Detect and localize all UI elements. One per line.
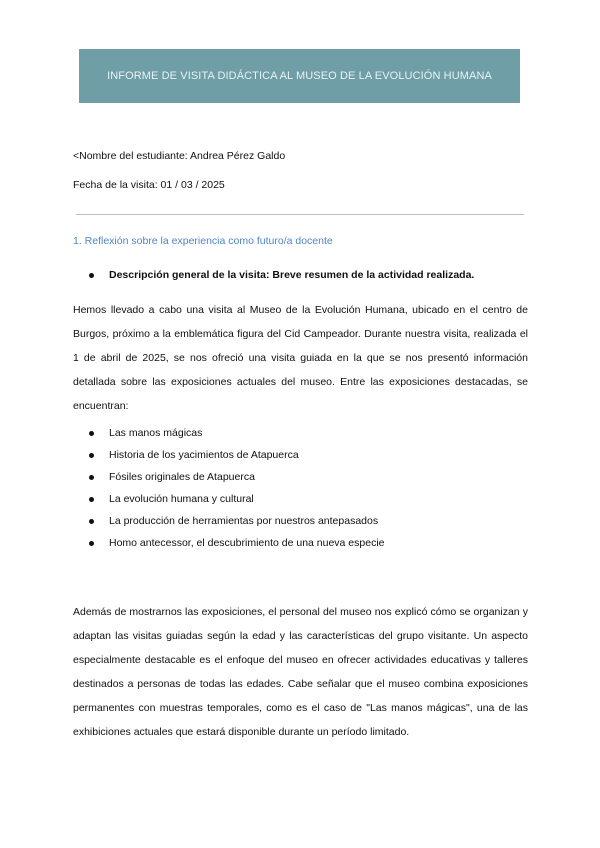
list-item-text: Historia de los yacimientos de Atapuerca: [109, 449, 299, 461]
subheading-item: [89, 269, 474, 281]
list-item: [89, 449, 299, 461]
bullet-icon: [89, 541, 94, 546]
bullet-icon: [89, 519, 94, 524]
closing-paragraph: Además de mostrarnos las exposiciones, el personal del museo nos explicó cómo se organizan y adaptan las visitas guiadas según la edad y las características del grupo visitante. Un aspecto especialmente destacable es el enfoque del museo en ofrecer actividades educativas y talleres destinados a personas de todas las edades. Cabe señalar que el museo combina exposiciones permanentes con muestras temporales, como es el caso de "Las manos mágicas", una de las exhibiciones actuales que estará disponible durante un período limitado.: [73, 606, 528, 738]
list-item-text: La producción de herramientas por nuestros antepasados: [109, 515, 379, 527]
bullet-icon: [89, 273, 94, 278]
visit-date: Fecha de la visita: 01 / 03 / 2025: [73, 179, 225, 191]
intro-paragraph: Hemos llevado a cabo una visita al Museo de la Evolución Humana, ubicado en el centro de Burgos, próximo a la emblemática figura del Cid Campeador. Durante nuestra visita, realizada el 1 de abril de 2025, se nos ofreció una visita guiada en la que se nos presentó información detallada sobre las exposiciones actuales del museo. Entre las exposiciones destacadas, se encuentran:: [73, 304, 528, 412]
divider: [76, 214, 524, 215]
list-item: [89, 493, 254, 505]
list-item-text: Fósiles originales de Atapuerca: [109, 471, 255, 483]
list-item-text: Las manos mágicas: [109, 427, 203, 439]
list-item: [89, 515, 378, 527]
list-item: [89, 537, 385, 549]
bullet-icon: [89, 475, 94, 480]
report-title: INFORME DE VISITA DIDÁCTICA AL MUSEO DE LA EVOLUCIÓN HUMANA: [107, 70, 492, 82]
student-name: <Nombre del estudiante: Andrea Pérez Galdo: [73, 150, 286, 162]
list-item-text: La evolución humana y cultural: [109, 493, 254, 505]
list-item: [89, 427, 202, 439]
title-banner: [79, 49, 520, 103]
list-item: [89, 471, 255, 483]
bullet-icon: [89, 497, 94, 502]
subheading-text: Descripción general de la visita: Breve resumen de la actividad realizada.: [109, 269, 475, 281]
bullet-icon: [89, 453, 94, 458]
list-item-text: Homo antecessor, el descubrimiento de una nueva especie: [109, 537, 385, 549]
section-heading: 1. Reflexión sobre la experiencia como futuro/a docente: [73, 235, 333, 247]
bullet-icon: [89, 431, 94, 436]
